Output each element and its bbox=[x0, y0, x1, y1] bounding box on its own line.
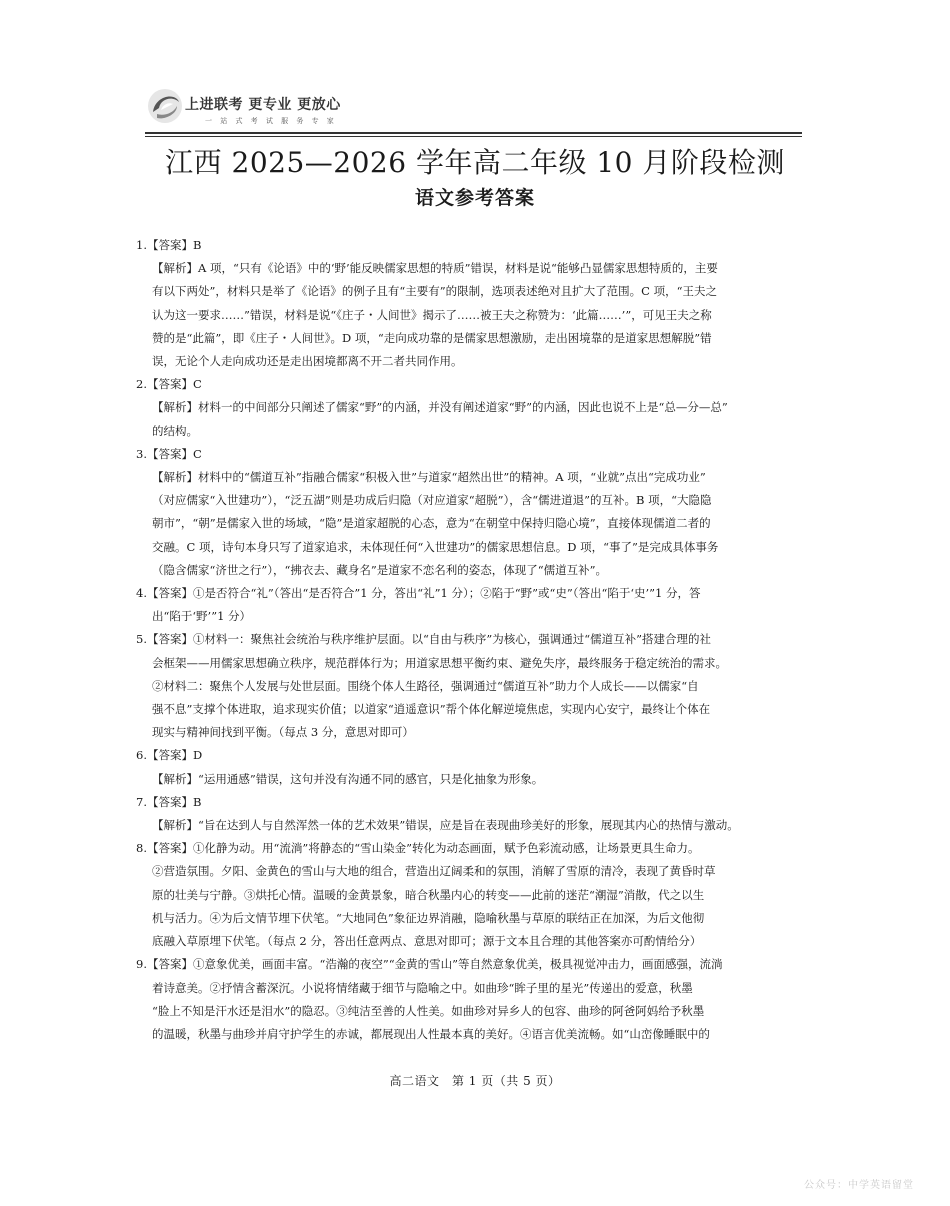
answer-line: 9.【答案】①意象优美，画面丰富。“浩瀚的夜空”“金黄的雪山”等自然意象优美，极具视觉冲击力，画面感强，流淌 bbox=[136, 957, 723, 972]
question-5 bbox=[136, 628, 811, 744]
explanation-line: （对应儒家“入世建功”），“泛五湖”则是功成后归隐（对应道家“超脱”），含“儒进道退”的互补。B 项，“大隐隐 bbox=[152, 493, 712, 508]
page-title: 江西 2025—2026 学年高二年级 10 月阶段检测 bbox=[165, 146, 785, 179]
logo-slogan: 上进联考 更专业 更放心 bbox=[185, 97, 341, 113]
question-7 bbox=[136, 791, 811, 837]
logo-swirl-icon bbox=[145, 84, 189, 128]
explanation-line: 【解析】材料一的中间部分只阐述了儒家“野”的内涵，并没有阐述道家“野”的内涵，因此也说不上是“总—分—总” bbox=[152, 400, 728, 415]
explanation-line: 交融。C 项，诗句本身只写了道家追求，未体现任何“入世建功”的儒家思想信息。D 项，“事了”是完成具体事务 bbox=[152, 539, 719, 554]
answer-line: 5.【答案】①材料一：聚焦社会统治与秩序维护层面。以“自由与秩序”为核心，强调通过“儒道互补”搭建合理的社 bbox=[136, 632, 711, 647]
explanation-line: 底融入草原埋下伏笔。（每点 2 分，答出任意两点、意思对即可；源于文本且合理的其他答案亦可酌情给分） bbox=[152, 934, 702, 949]
explanation-line: 着诗意美。②抒情含蓄深沉。小说将情绪藏于细节与隐喻之中。如曲珍“眸子里的星光”传递出的爱意，秋墨 bbox=[152, 980, 693, 995]
explanation-line: 认为这一要求……”错误，材料是说“《庄子・人间世》揭示了……被王夫之称赞为：‘此篇……’”，可见王夫之称 bbox=[152, 307, 712, 322]
answer-line: 1.【答案】B bbox=[136, 238, 202, 252]
answer-line: 2.【答案】C bbox=[136, 377, 202, 392]
answer-line: 3.【答案】C bbox=[136, 446, 202, 461]
answer-list bbox=[136, 234, 811, 1046]
header-rule bbox=[145, 132, 802, 134]
explanation-line: 出“陷于‘野’”1 分） bbox=[152, 609, 252, 624]
header-rule-thin bbox=[145, 136, 802, 137]
answer-line: 8.【答案】①化静为动。用“流淌”将静态的“雪山染金”转化为动态画面，赋予色彩流动感，让场景更具生命力。 bbox=[136, 841, 700, 856]
question-8 bbox=[136, 837, 811, 953]
explanation-line: 【解析】“运用通感”错误，这句并没有沟通不同的感官，只是化抽象为形象。 bbox=[152, 771, 544, 786]
question-4 bbox=[136, 582, 811, 628]
explanation-line: 【解析】“旨在达到人与自然浑然一体的艺术效果”错误，应是旨在表现曲珍美好的形象，展现其内心的热情与激动。 bbox=[152, 818, 739, 833]
answer-line: 4.【答案】①是否符合“礼”（答出“是否符合”1 分，答出“礼”1 分）；②陷于“野”或“史”（答出“陷于‘史’”1 分，答 bbox=[136, 586, 701, 601]
explanation-line: 有以下两处”，材料只是举了《论语》的例子且有“主要有”的限制，选项表述绝对且扩大了范围。C 项，“王夫之 bbox=[152, 284, 717, 299]
explanation-line: （隐含儒家“济世之行”），“拂衣去、藏身名”是道家不恋名利的姿态，体现了“儒道互补”。 bbox=[152, 562, 608, 577]
explanation-line: 会框架——用儒家思想确立秩序，规范群体行为；用道家思想平衡约束、避免失序，最终服务于稳定统治的需求。 bbox=[152, 655, 727, 670]
watermark-text: 公众号：中学英语留堂 bbox=[804, 1180, 914, 1191]
question-2 bbox=[136, 373, 811, 443]
explanation-line: 【解析】A 项，“只有《论语》中的‘野’能反映儒家思想的特质”错误，材料是说“能够凸显儒家思想特质的，主要 bbox=[152, 261, 718, 276]
page-subtitle: 语文参考答案 bbox=[414, 187, 535, 209]
publisher-logo bbox=[145, 84, 375, 132]
explanation-line: 的温暖，秋墨与曲珍并肩守护学生的赤诚，都展现出人性最本真的美好。④语言优美流畅。如“山峦像睡眠中的 bbox=[152, 1026, 710, 1041]
explanation-line: 机与活力。④为后文情节埋下伏笔。“大地同色”象征边界消融，隐喻秋墨与草原的联结正在加深，为后文他彻 bbox=[152, 910, 705, 925]
question-1 bbox=[136, 234, 811, 373]
explanation-line: 的结构。 bbox=[152, 423, 198, 438]
explanation-line: 原的壮美与宁静。③烘托心情。温暖的金黄景象，暗合秋墨内心的转变——此前的迷茫“潮湿”消散，代之以生 bbox=[152, 887, 705, 902]
explanation-line: 【解析】材料中的“儒道互补”指融合儒家“积极入世”与道家“超然出世”的精神。A 项，“业就”点出“完成功业” bbox=[152, 470, 706, 485]
question-6 bbox=[136, 744, 811, 790]
question-3 bbox=[136, 443, 811, 582]
explanation-line: ②材料二：聚焦个人发展与处世层面。围绕个体人生路径，强调通过“儒道互补”助力个人成长——以儒家“自 bbox=[152, 678, 699, 693]
logo-tagline: 一 站 式 考 试 服 务 专 家 bbox=[205, 117, 337, 125]
answer-line: 7.【答案】B bbox=[136, 794, 202, 809]
explanation-line: 误，无论个人走向成功还是走出困境都离不开二者共同作用。 bbox=[152, 354, 463, 369]
explanation-line: 现实与精神间找到平衡。（每点 3 分，意思对即可） bbox=[152, 725, 414, 740]
explanation-line: ②营造氛围。夕阳、金黄色的雪山与大地的组合，营造出辽阔柔和的氛围，消解了雪原的清冷，表现了黄昏时草 bbox=[152, 864, 716, 879]
explanation-line: 强不息”支撑个体进取，追求现实价值；以道家“逍遥意识”帮个体化解逆境焦虑，实现内心安宁，最终让个体在 bbox=[152, 702, 711, 717]
explanation-line: 赞的是“此篇”，即《庄子・人间世》。D 项，“走向成功靠的是儒家思想激励，走出困境靠的是道家思想解脱”错 bbox=[152, 330, 712, 345]
question-9 bbox=[136, 953, 811, 1046]
explanation-line: 朝市”，“朝”是儒家入世的场域，“隐”是道家超脱的心态，意为“在朝堂中保持归隐心境”，直接体现儒道二者的 bbox=[152, 516, 711, 531]
explanation-line: “脸上不知是汗水还是泪水”的隐忍。③纯洁至善的人性美。如曲珍对异乡人的包容、曲珍的阿爸阿妈给予秋墨 bbox=[152, 1003, 705, 1018]
page-footer: 高二语文 第 1 页（共 5 页） bbox=[389, 1074, 561, 1088]
answer-line: 6.【答案】D bbox=[136, 748, 203, 763]
